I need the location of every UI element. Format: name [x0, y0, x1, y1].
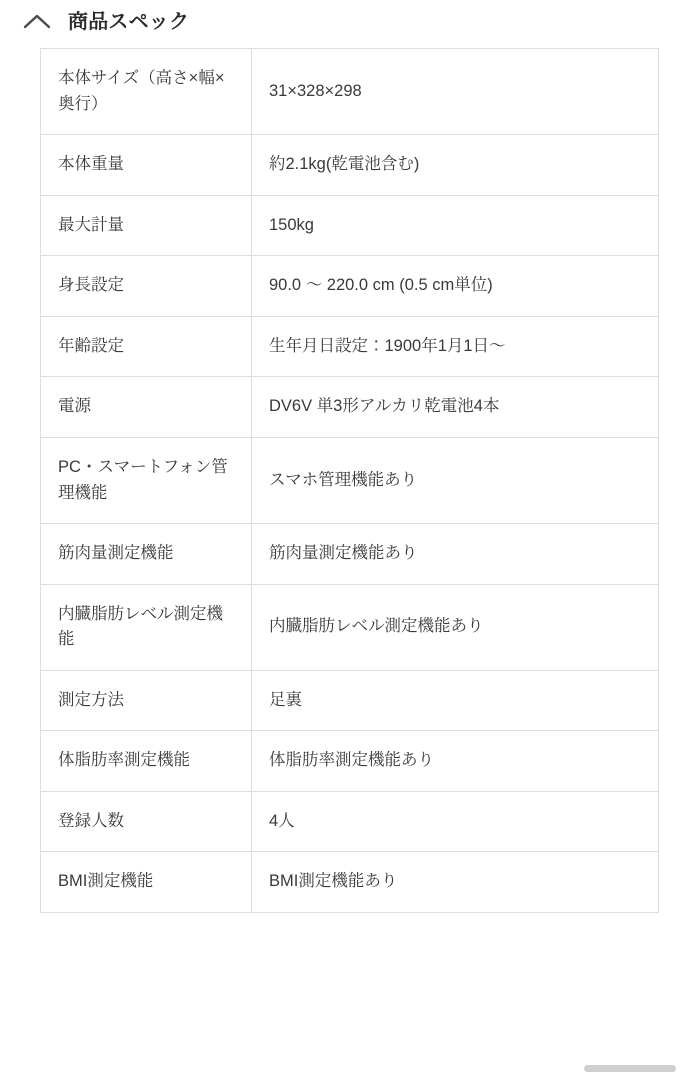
spec-value: 90.0 〜 220.0 cm (0.5 cm単位) — [269, 276, 493, 295]
spec-label: 年齢設定 — [41, 316, 252, 377]
spec-label: 筋肉量測定機能 — [41, 524, 252, 585]
spec-value: 150kg — [269, 215, 314, 234]
spec-label: BMI測定機能 — [41, 852, 252, 913]
spec-value: 内臓脂肪レベル測定機能あり — [269, 617, 484, 636]
spec-label: 本体サイズ（高さ×幅×奥行） — [41, 49, 252, 135]
table-row — [41, 316, 659, 377]
table-row — [41, 377, 659, 438]
spec-label: 測定方法 — [41, 670, 252, 731]
spec-label: 登録人数 — [41, 791, 252, 852]
table-row — [41, 670, 659, 731]
spec-value: スマホ管理機能あり — [269, 470, 418, 489]
spec-table-body — [41, 49, 659, 913]
spec-label: 本体重量 — [41, 135, 252, 196]
spec-value: 4人 — [269, 811, 295, 830]
table-row — [41, 731, 659, 792]
spec-value: 生年月日設定：1900年1月1日〜 — [269, 336, 506, 355]
spec-value: 筋肉量測定機能あり — [269, 544, 418, 563]
spec-value: 足裏 — [269, 690, 302, 709]
table-row — [41, 524, 659, 585]
page-title: 商品スペック — [68, 11, 190, 33]
spec-label: 電源 — [41, 377, 252, 438]
spec-label: 体脂肪率測定機能 — [41, 731, 252, 792]
horizontal-scroll-indicator[interactable] — [584, 1065, 676, 1072]
spec-table — [40, 48, 659, 913]
table-row — [41, 584, 659, 670]
table-row — [41, 195, 659, 256]
table-row — [41, 437, 659, 523]
spec-label: PC・スマートフォン管理機能 — [41, 437, 252, 523]
section-header-product-spec[interactable] — [0, 0, 684, 48]
spec-value: 31×328×298 — [269, 81, 362, 100]
spec-value: BMI測定機能あり — [269, 872, 398, 891]
spec-value: 約2.1kg(乾電池含む) — [269, 155, 420, 174]
table-row — [41, 852, 659, 913]
chevron-up-icon[interactable] — [22, 11, 52, 33]
spec-value: 体脂肪率測定機能あり — [269, 751, 434, 770]
table-row — [41, 135, 659, 196]
spec-label: 身長設定 — [41, 256, 252, 317]
table-row — [41, 256, 659, 317]
spec-label: 最大計量 — [41, 195, 252, 256]
spec-label: 内臓脂肪レベル測定機能 — [41, 584, 252, 670]
spec-value: DV6V 単3形アルカリ乾電池4本 — [269, 397, 500, 416]
table-row — [41, 791, 659, 852]
table-row — [41, 49, 659, 135]
